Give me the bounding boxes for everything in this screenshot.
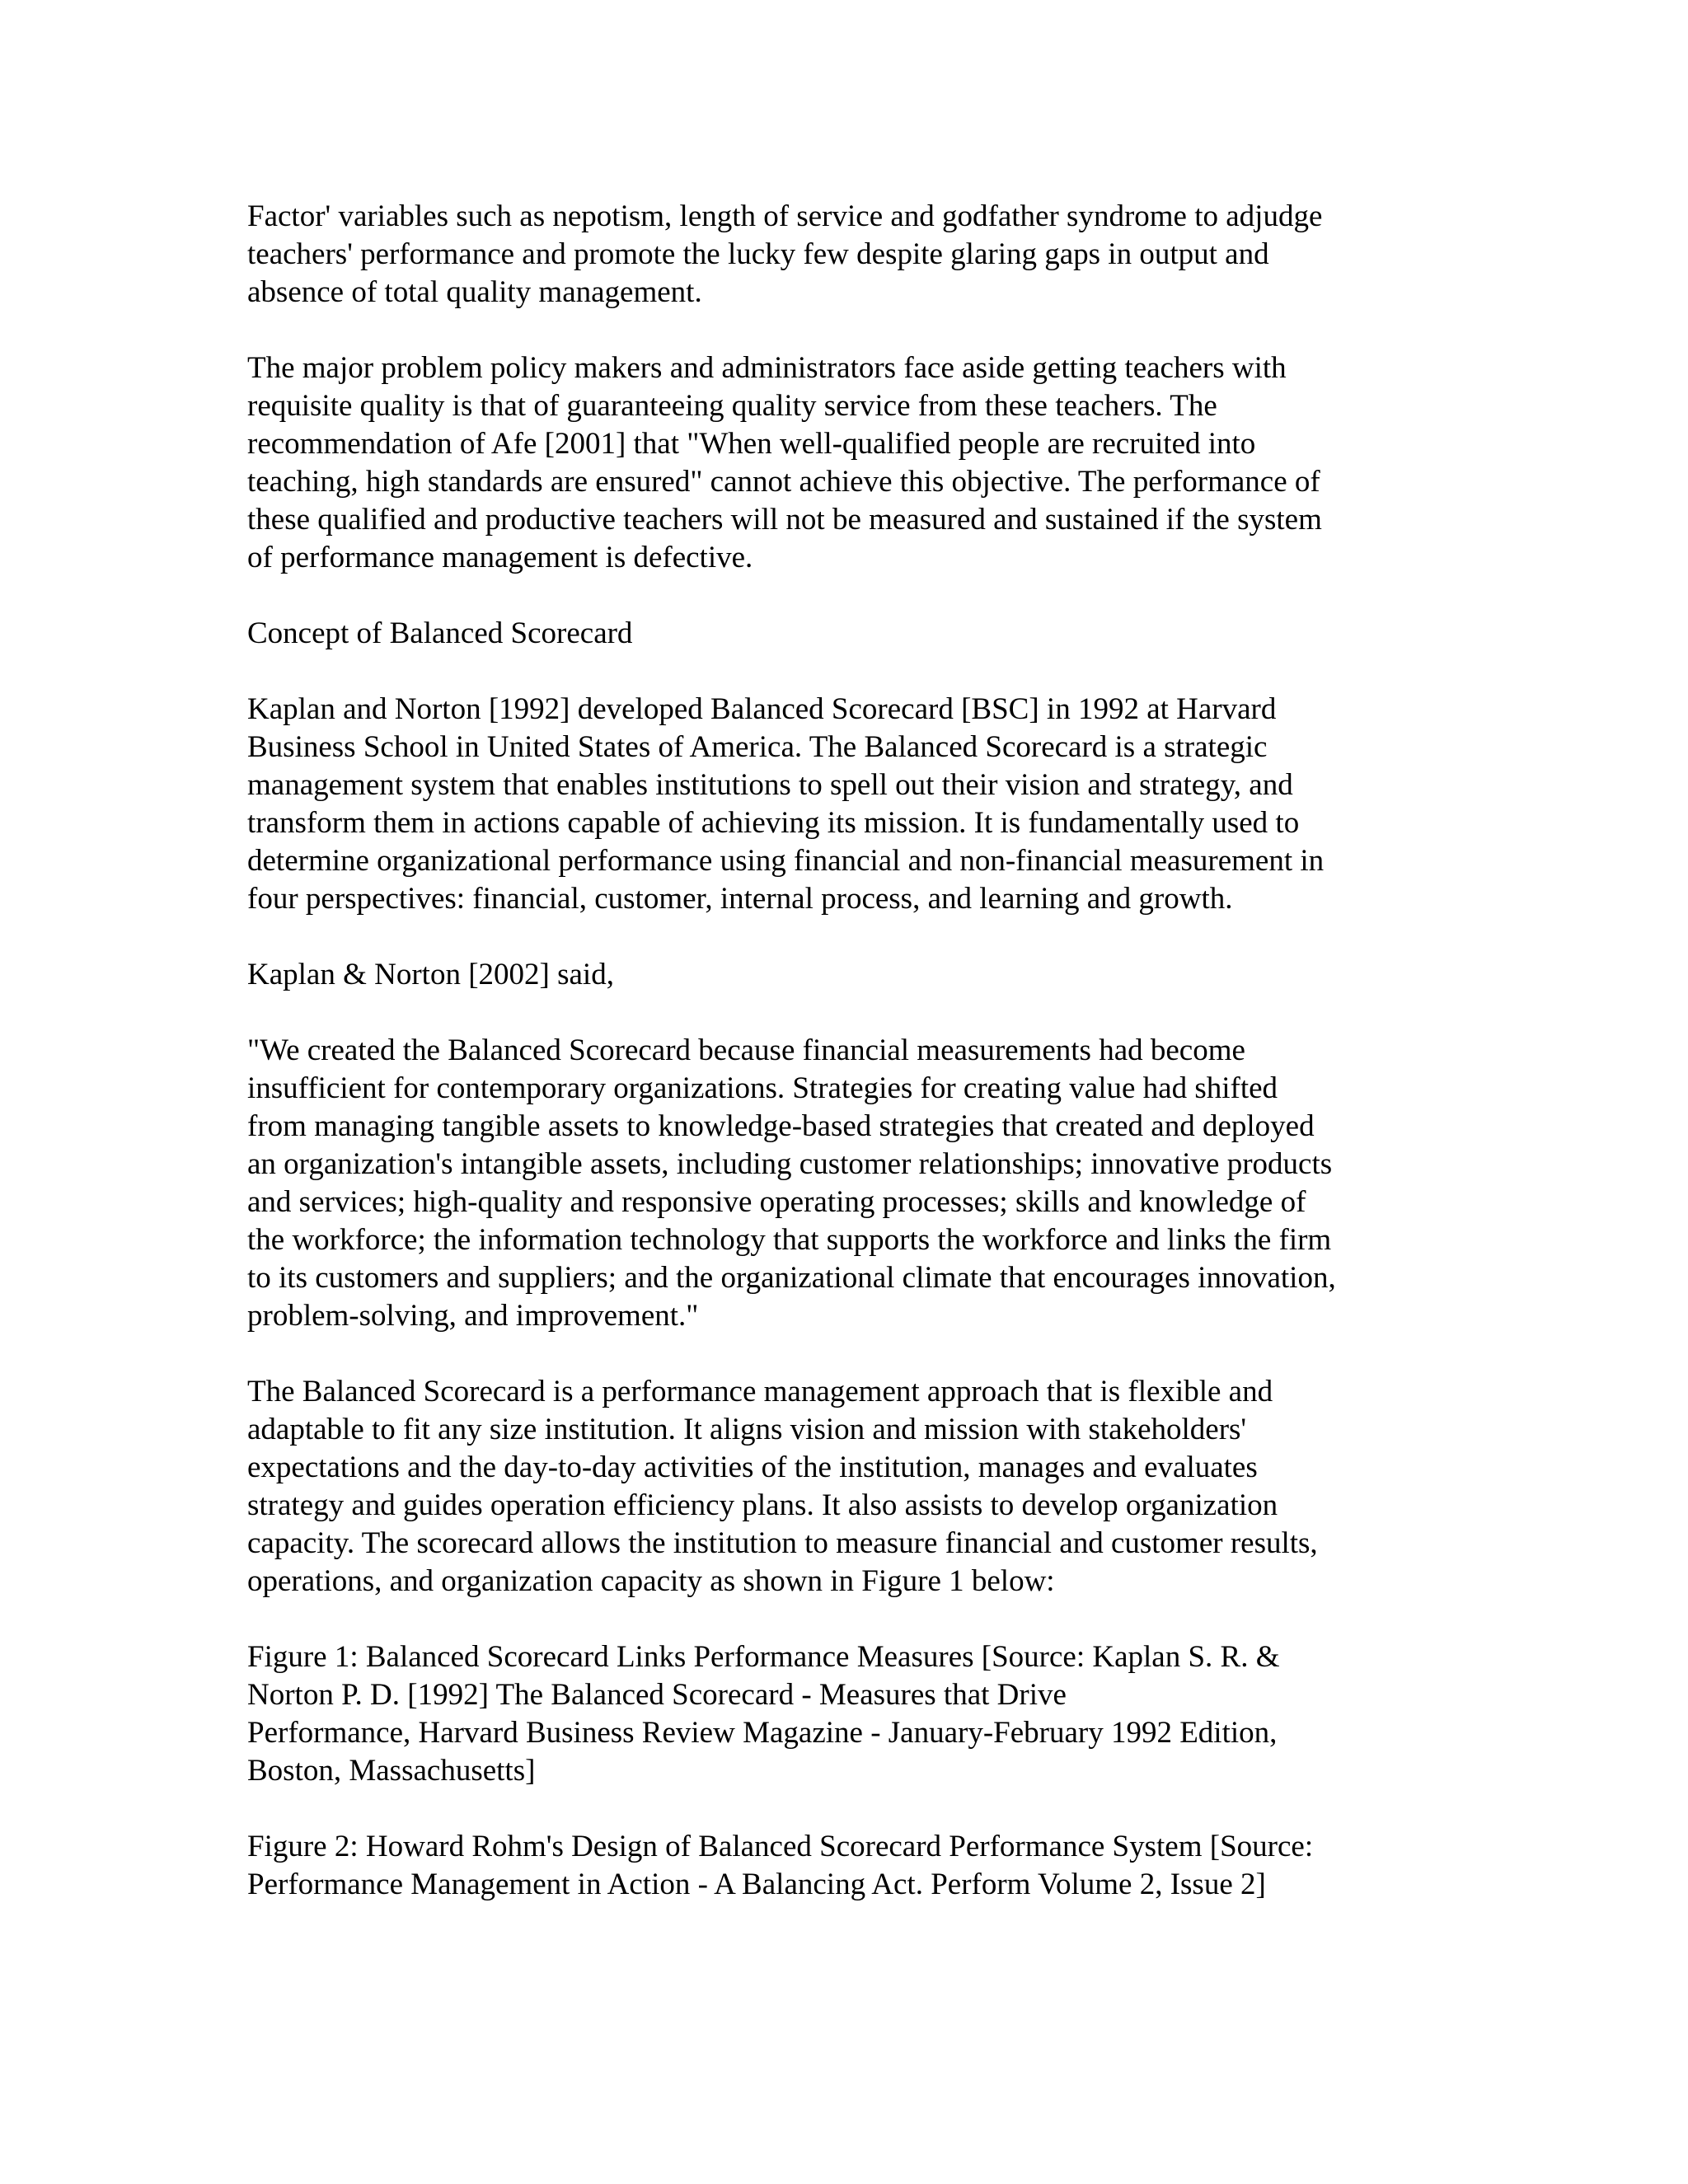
text-line: teachers' performance and promote the lucky few despite glaring gaps in output and	[247, 237, 1269, 271]
text-line: to its customers and suppliers; and the organizational climate that encourages innovation,	[247, 1261, 1336, 1295]
text-line: Performance Management in Action - A Balancing Act. Perform Volume 2, Issue 2]	[247, 1868, 1266, 1901]
text-line: "We created the Balanced Scorecard because financial measurements had become	[247, 1033, 1245, 1067]
text-line: of performance management is defective.	[247, 541, 753, 574]
text-line: and services; high-quality and responsive operating processes; skills and knowledge of	[247, 1185, 1306, 1219]
block-quote	[247, 1032, 1442, 1335]
figure-1-caption	[247, 1638, 1442, 1790]
figure-2-caption	[247, 1828, 1442, 1904]
text-line: the workforce; the information technology that supports the workforce and links the firm	[247, 1223, 1332, 1257]
section-heading-balanced-scorecard	[247, 615, 1442, 653]
text-line: requisite quality is that of guaranteeing quality service from these teachers. The	[247, 389, 1217, 423]
text-line: four perspectives: financial, customer, internal process, and learning and growth.	[247, 882, 1233, 916]
text-line: The Balanced Scorecard is a performance management approach that is flexible and	[247, 1375, 1273, 1408]
text-line: transform them in actions capable of achieving its mission. It is fundamentally used to	[247, 806, 1300, 840]
text-line: absence of total quality management.	[247, 275, 702, 309]
text-line: Business School in United States of America. The Balanced Scorecard is a strategic	[247, 730, 1268, 764]
text-line: capacity. The scorecard allows the institution to measure financial and customer results,	[247, 1526, 1318, 1560]
text-line: The major problem policy makers and administrators face aside getting teachers with	[247, 351, 1287, 385]
text-line: Factor' variables such as nepotism, length of service and godfather syndrome to adjudge	[247, 199, 1323, 233]
text-line: expectations and the day-to-day activities of the institution, manages and evaluates	[247, 1451, 1258, 1484]
paragraph-factor-variables	[247, 198, 1442, 312]
text-line: Figure 1: Balanced Scorecard Links Performance Measures [Source: Kaplan S. R. &	[247, 1640, 1280, 1674]
text-line: management system that enables institutions to spell out their vision and strategy, and	[247, 768, 1293, 802]
text-line: strategy and guides operation efficiency plans. It also assists to develop organization	[247, 1488, 1278, 1522]
text-line: Figure 2: Howard Rohm's Design of Balanced Scorecard Performance System [Source:	[247, 1830, 1314, 1863]
text-line: Kaplan and Norton [1992] developed Balanced Scorecard [BSC] in 1992 at Harvard	[247, 692, 1277, 726]
text-line: determine organizational performance using financial and non-financial measurement in	[247, 844, 1325, 878]
text-line: insufficient for contemporary organizations. Strategies for creating value had shifted	[247, 1071, 1278, 1105]
document-body	[247, 198, 1442, 1942]
paragraph-kaplan-norton-1992	[247, 691, 1442, 918]
text-line: Kaplan & Norton [2002] said,	[247, 958, 614, 991]
text-line: recommendation of Afe [2001] that "When well-qualified people are recruited into	[247, 427, 1256, 461]
text-line: from managing tangible assets to knowledge-based strategies that created and deployed	[247, 1109, 1315, 1143]
paragraph-kaplan-norton-2002-intro	[247, 956, 1442, 994]
paragraph-major-problem	[247, 349, 1442, 577]
text-line: Norton P. D. [1992] The Balanced Scorecard - Measures that Drive	[247, 1678, 1067, 1712]
text-line: Boston, Massachusetts]	[247, 1754, 536, 1788]
text-line: adaptable to fit any size institution. It aligns vision and mission with stakeholders'	[247, 1413, 1247, 1446]
text-line: teaching, high standards are ensured" cannot achieve this objective. The performance of	[247, 465, 1320, 499]
paragraph-performance-approach	[247, 1373, 1442, 1601]
text-line: problem-solving, and improvement."	[247, 1299, 699, 1333]
text-line: Performance, Harvard Business Review Magazine - January-February 1992 Edition,	[247, 1716, 1278, 1750]
text-line: an organization's intangible assets, including customer relationships; innovative products	[247, 1147, 1333, 1181]
text-line: these qualified and productive teachers will not be measured and sustained if the system	[247, 503, 1322, 537]
text-line: operations, and organization capacity as shown in Figure 1 below:	[247, 1564, 1055, 1598]
heading-text: Concept of Balanced Scorecard	[247, 616, 633, 650]
